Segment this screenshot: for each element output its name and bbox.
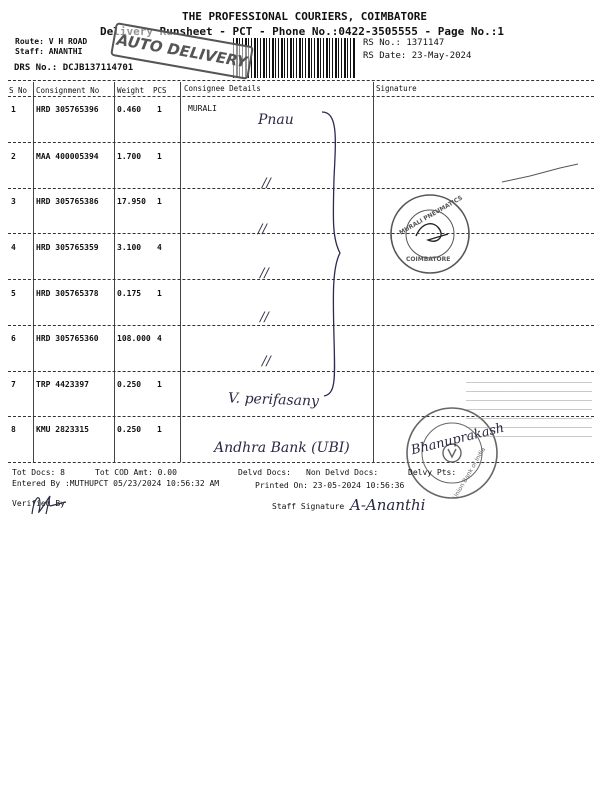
route-label: Route: V H ROAD <box>15 37 88 46</box>
row-consignment: TRP 4423397 <box>36 380 89 389</box>
bank-seal-text: Union Bank of India <box>451 446 488 501</box>
row-weight: 0.175 <box>117 289 142 298</box>
runsheet-subtitle: Delivery Runsheet - PCT - Phone No.:0422-3505555 - Page No.:1 <box>100 25 504 38</box>
row-consignment: HRD 305765378 <box>36 289 99 298</box>
row-consignment: KMU 2823315 <box>36 425 89 434</box>
non-delivered-docs: Non Delvd Docs: <box>306 468 379 477</box>
col-header-consignee: Consignee Details <box>184 84 261 93</box>
total-cod: Tot COD Amt: 0.00 <box>95 468 177 477</box>
verifier-signature <box>28 488 72 520</box>
row-sno: 7 <box>11 380 16 389</box>
row-sno: 4 <box>11 243 16 252</box>
row-weight: 0.250 <box>117 425 142 434</box>
delivered-docs: Delvd Docs: <box>238 468 291 477</box>
handwritten-brace <box>318 108 348 398</box>
row-weight: 1.700 <box>117 152 142 161</box>
row-consignment: HRD 305765359 <box>36 243 99 252</box>
col-divider <box>114 82 115 462</box>
rs-date: RS Date: 23-May-2024 <box>363 51 472 61</box>
delivery-points: Delvy Pts: <box>408 468 457 477</box>
row-sno: 1 <box>11 105 16 114</box>
col-header-consignment: Consignment No <box>36 86 100 95</box>
row-weight: 0.250 <box>117 380 142 389</box>
row-weight: 108.000 <box>117 334 151 343</box>
staff-signature-label: Staff Signature <box>272 502 345 511</box>
row-sno: 3 <box>11 197 16 206</box>
header-top-rule <box>8 80 594 81</box>
row-pcs: 4 <box>157 334 162 343</box>
row-pcs: 1 <box>157 289 162 298</box>
signature-scribble <box>500 160 580 190</box>
seal-text-bottom: COIMBATORE <box>406 256 451 263</box>
row-consignment: HRD 305765396 <box>36 105 99 114</box>
row-consignment: MAA 400005394 <box>36 152 99 161</box>
ditto-mark-row3: // <box>262 176 271 191</box>
table-bottom-rule <box>8 462 594 463</box>
row-pcs: 1 <box>157 380 162 389</box>
row-rule <box>8 371 594 372</box>
recipient-signature: Bhanuprakash <box>409 420 506 459</box>
row-rule <box>8 142 594 143</box>
row-sno: 6 <box>11 334 16 343</box>
row-rule <box>8 325 594 326</box>
row-rule <box>8 279 594 280</box>
handwritten-name-row8: Andhra Bank (UBI) <box>214 440 350 456</box>
row-pcs: 4 <box>157 243 162 252</box>
staff-signature: A-Ananthi <box>350 496 426 514</box>
rs-number: RS No.: 1371147 <box>363 38 445 48</box>
ditto-mark-row5: // <box>260 266 269 281</box>
ditto-mark-row6: // <box>260 310 269 325</box>
auto-delivery-stamp: AUTO DELIVERY <box>110 22 254 80</box>
col-header-signature: Signature <box>376 84 417 93</box>
row-pcs: 1 <box>157 425 162 434</box>
entered-by: Entered By :MUTHUPCT 05/23/2024 10:56:32 AM <box>12 479 220 488</box>
col-header-sno: S No <box>9 86 28 95</box>
row-sno: 5 <box>11 289 16 298</box>
company-title: THE PROFESSIONAL COURIERS, COIMBATORE <box>182 10 428 23</box>
row-pcs: 1 <box>157 197 162 206</box>
ditto-mark-row7: // <box>262 354 271 369</box>
row-consignment: HRD 305765386 <box>36 197 99 206</box>
seal-text-top: MURALI PNEUMATICS <box>398 194 464 237</box>
header-bottom-rule <box>8 96 594 97</box>
row-consignee: MURALI <box>188 104 217 113</box>
row-consignment: HRD 305765360 <box>36 334 99 343</box>
col-header-weight: Weight <box>117 86 145 95</box>
row-sno: 8 <box>11 425 16 434</box>
printed-on: Printed On: 23-05-2024 10:56:36 <box>255 481 405 490</box>
total-docs: Tot Docs: 8 <box>12 468 65 477</box>
row-weight: 17.950 <box>117 197 146 206</box>
handwritten-name-row1: Pnau <box>258 112 294 128</box>
verified-by-label: Verified By <box>12 499 65 508</box>
row-weight: 0.460 <box>117 105 142 114</box>
handwritten-name-row7: V. perifasany <box>227 390 320 410</box>
row-rule <box>8 233 594 234</box>
row-pcs: 1 <box>157 152 162 161</box>
row-pcs: 1 <box>157 105 162 114</box>
staff-label: Staff: ANANTHI <box>15 47 83 56</box>
col-divider <box>33 82 34 462</box>
drs-number: DRS No.: DCJB137114701 <box>14 63 134 73</box>
row-weight: 3.100 <box>117 243 142 252</box>
col-divider <box>180 82 181 462</box>
row-sno: 2 <box>11 152 16 161</box>
col-header-pcs: PCS <box>153 86 167 95</box>
col-divider <box>373 82 374 462</box>
ditto-mark-row4: // <box>258 222 267 237</box>
